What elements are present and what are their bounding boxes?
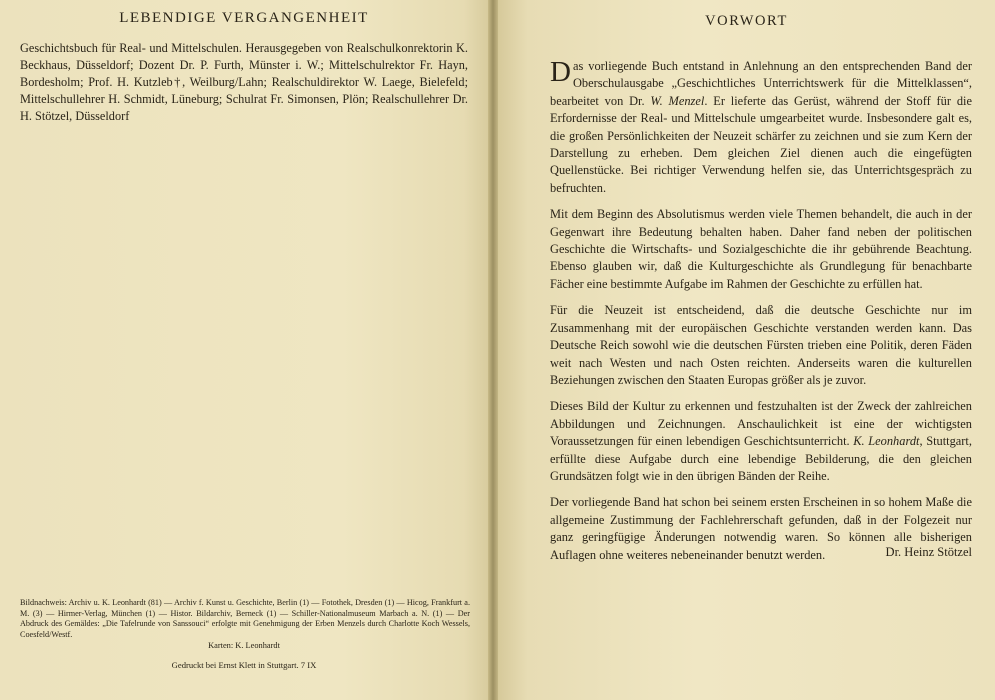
picture-credits-text: Bildnachweis: Archiv u. K. Leonhardt (81) — Archiv f. Kunst u. Geschichte, Berlin (1) — Fotothek, Dresden (1) — Hicog, Frankfurt a. M. (3) — Hirmer-Verlag, München (1) — Histor. Bildarchiv, Berneck (1) — Schiller-Nationalmuseum Marbach a. N. (1) — Der Abdruck des Gemäldes: „Die Tafelrunde von Sanssouci“ erfolgte mit Genehmigung der Erben Menzels durch Charlotte Koch Wessels, Coesfeld/Westf. — [20, 598, 470, 639]
preface-body — [550, 58, 972, 573]
preface-signature: Dr. Heinz Stötzel — [885, 545, 972, 559]
preface-p4-text-a: Dieses Bild der Kultur zu erkennen und festzuhalten ist der Zweck der zahlreichen Abbildungen und Zeichnungen. Anschaulichkeit ist eine der wichtigsten Voraussetzungen für einen lebendigen Geschichtsunterricht. — [550, 399, 972, 449]
printer-line: Gedruckt bei Ernst Klett in Stuttgart. 7 IX — [171, 660, 317, 670]
preface-p1-text-b: . Er lieferte das Gerüst, während der Stoff für die Erfordernisse der Real- und Mittelschule umgearbeitet wurde. Insbesondere galt es, die großen Persönlichkeiten der Neuzeit schärfer zu zeichnen und sie zum Kern der Darstellung zu erheben. Dem gleichen Ziel dienen auch die eingefügten Quellenstücke. Bei richtiger Verwendung helfen sie, das Unterrichtsgespräch zu befruchten. — [550, 93, 972, 195]
series-title: LEBENDIGE VERGANGENHEIT — [119, 10, 369, 26]
book-gutter — [488, 0, 498, 700]
maps-credit: Karten: K. Leonhardt — [208, 641, 280, 650]
editors-paragraph: Geschichtsbuch für Real- und Mittelschulen. Herausgegeben von Realschulkonrektorin K. Beckhaus, Düsseldorf; Dozent Dr. P. Furth, Münster i. W.; Mittelschulrektor Fr. Hayn, Bordesholm; Prof. H. Kutzleb†, Weilburg/Lahn; Realschuldirektor W. Laege, Bielefeld; Mittelschullehrer H. Schmidt, Lüneburg; Schulrat Fr. Simonsen, Plön; Realschullehrer Dr. H. Stötzel, Düsseldorf — [20, 41, 468, 123]
author-name: W. Menzel — [650, 93, 705, 108]
preface-paragraph-5: Der vorliegende Band hat schon bei seinem ersten Erscheinen in so hohem Maße die allgemeine Zustimmung der Fachlehrerschaft gefunden, daß in der Folgezeit nur ganz geringfügige Änderungen notwendig waren. So können alle bisherigen Auflagen ohne weiteres nebeneinander benutzt werden. — [550, 495, 972, 562]
preface-paragraph-2: Mit dem Beginn des Absolutismus werden viele Themen behandelt, die auch in der Gegenwart ihre Bedeutung behalten haben. Daher fand neben der politischen Geschichte die Wirtschafts- und Sozialgeschichte die ihr gebührende Beachtung. Ebenso glauben wir, daß die Kulturgeschichte als Grundlegung für benachbarte Fächer eine bestimmte Aufgabe im Rahmen der Geschichte zu erfüllen hat. — [550, 207, 972, 291]
preface-paragraph-1 — [550, 58, 972, 197]
preface-p1-text-a: as vorliegende Buch entstand in Anlehnung an den entsprechenden Band der Oberschulausgabe „Geschichtliches Unterrichtswerk für die Mittelklassen“, bearbeitet von Dr. — [550, 59, 972, 108]
drop-cap: D — [550, 56, 571, 88]
preface-title: VORWORT — [705, 13, 788, 29]
preface-p4-text-b: , Stuttgart, erfüllte diese Aufgabe durch eine lebendige Bebilderung, die den gleichen Grundsätzen folgt wie in den übrigen Bänden der Reihe. — [550, 434, 972, 483]
artist-name: K. Leonhardt — [853, 434, 920, 449]
preface-paragraph-4 — [550, 398, 972, 485]
picture-credits — [20, 598, 470, 640]
preface-paragraph-3: Für die Neuzeit ist entscheidend, daß die deutsche Geschichte nur im Zusammenhang mit der europäischen Geschichte verstanden werden kann. Das Deutsche Reich sowohl wie die deutschen Fürsten trieben eine Politik, deren Fäden weit nach Westen und nach Osten reichten. Anderseits waren die kulturellen Beziehungen zwischen den Staaten Europas größer als je zuvor. — [550, 303, 972, 387]
